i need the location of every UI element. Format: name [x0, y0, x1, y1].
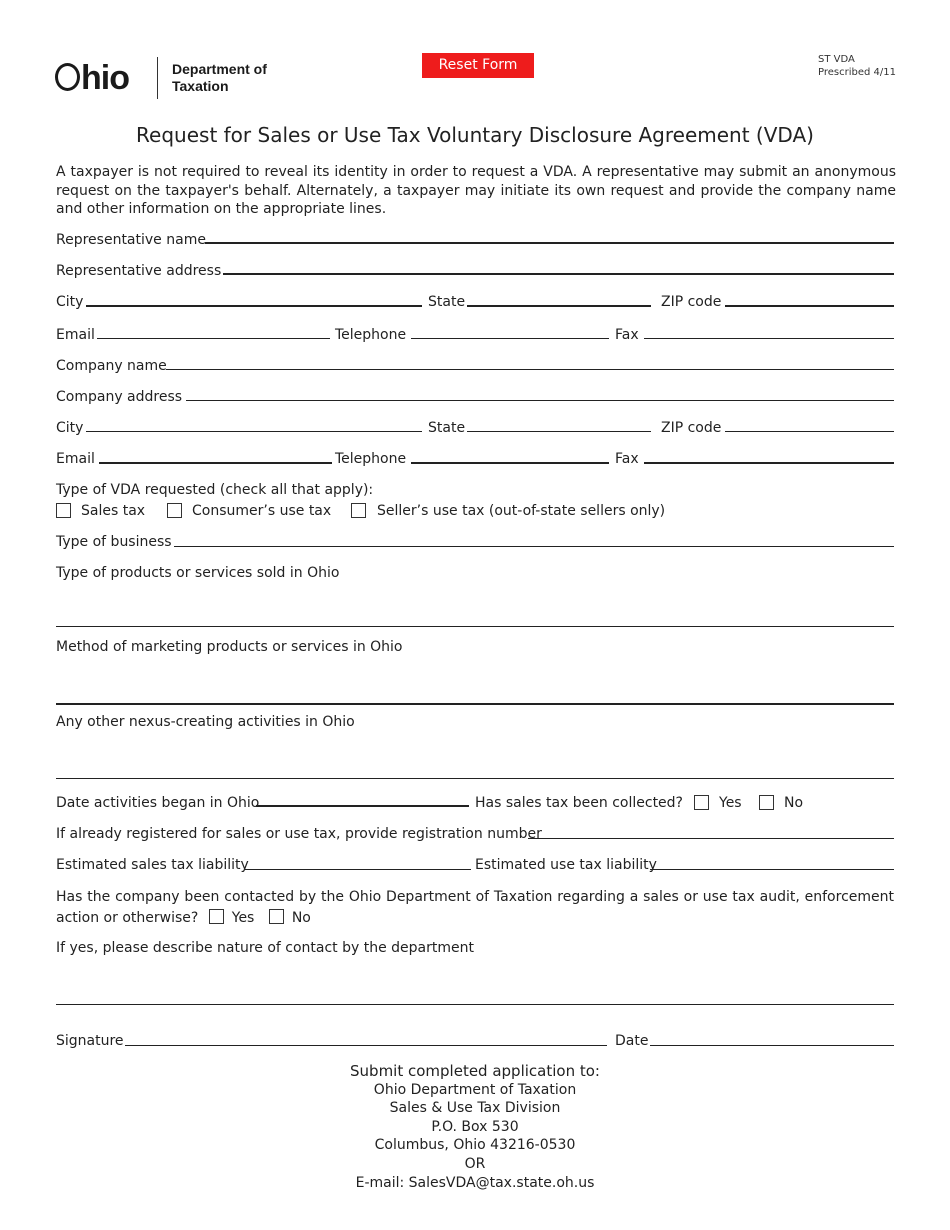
- products-field[interactable]: [56, 626, 894, 627]
- signature-field[interactable]: [125, 1045, 607, 1046]
- registration-field[interactable]: [528, 838, 894, 839]
- rep-fax-label: Fax: [615, 327, 639, 343]
- collected-yes-label: Yes: [719, 795, 742, 811]
- rep-email-label: Email: [56, 327, 95, 343]
- rep-telephone-field[interactable]: [411, 338, 609, 339]
- contacted-no-checkbox[interactable]: [269, 909, 284, 924]
- marketing-field[interactable]: [56, 703, 894, 705]
- company-fax-field[interactable]: [644, 462, 894, 464]
- contact-desc-field[interactable]: [56, 1004, 894, 1005]
- business-type-label: Type of business: [56, 534, 172, 550]
- date-began-label: Date activities began in Ohio: [56, 795, 260, 811]
- ohio-logo-text: hio: [81, 59, 129, 97]
- rep-city-label: City: [56, 294, 84, 310]
- form-number: ST VDA: [818, 54, 855, 65]
- rep-zip-field[interactable]: [725, 305, 894, 307]
- company-telephone-field[interactable]: [411, 462, 609, 464]
- nexus-label: Any other nexus-creating activities in Ohio: [56, 714, 355, 730]
- form-code: [818, 53, 896, 79]
- est-sales-field[interactable]: [244, 869, 471, 870]
- department-name: [172, 61, 267, 95]
- ohio-logo-o-mark: [55, 63, 80, 91]
- sales-tax-checkbox[interactable]: [56, 503, 71, 518]
- sales-tax-label: Sales tax: [81, 503, 146, 519]
- marketing-label: Method of marketing products or services in Ohio: [56, 639, 403, 655]
- products-label: Type of products or services sold in Ohio: [56, 565, 340, 581]
- submit-line-2: Sales & Use Tax Division: [389, 1100, 561, 1117]
- collected-no-checkbox[interactable]: [759, 795, 774, 810]
- consumers-use-tax-checkbox[interactable]: [167, 503, 182, 518]
- rep-address-label: Representative address: [56, 263, 222, 279]
- collected-label: Has sales tax been collected?: [475, 795, 683, 811]
- company-city-label: City: [56, 420, 84, 436]
- department-name-line-2: Taxation: [172, 78, 229, 94]
- company-zip-label: ZIP code: [661, 420, 722, 436]
- sellers-use-tax-label: Seller’s use tax (out-of-state sellers only): [377, 503, 666, 519]
- reset-form-button[interactable]: Reset Form: [422, 53, 534, 78]
- rep-state-label: State: [428, 294, 466, 310]
- company-state-field[interactable]: [467, 431, 651, 432]
- company-name-label: Company name: [56, 358, 167, 374]
- business-type-field[interactable]: [174, 546, 894, 547]
- sellers-use-tax-checkbox[interactable]: [351, 503, 366, 518]
- nexus-field[interactable]: [56, 778, 894, 779]
- form-prescribed-date: Prescribed 4/11: [818, 67, 896, 78]
- submit-address-block: [0, 1062, 950, 1192]
- company-email-label: Email: [56, 451, 95, 467]
- company-address-label: Company address: [56, 389, 183, 405]
- company-state-label: State: [428, 420, 466, 436]
- submit-heading: Submit completed application to:: [350, 1062, 600, 1080]
- contacted-question: [56, 887, 894, 929]
- company-fax-label: Fax: [615, 451, 639, 467]
- submit-line-or: OR: [464, 1155, 486, 1172]
- submit-line-4: Columbus, Ohio 43216-0530: [374, 1137, 576, 1154]
- company-city-field[interactable]: [86, 431, 422, 432]
- date-label: Date: [615, 1033, 649, 1049]
- company-name-field[interactable]: [166, 369, 894, 370]
- company-email-field[interactable]: [99, 462, 332, 464]
- est-sales-label: Estimated sales tax liability: [56, 857, 249, 873]
- date-field[interactable]: [650, 1045, 894, 1046]
- rep-fax-field[interactable]: [644, 338, 894, 339]
- rep-zip-label: ZIP code: [661, 294, 722, 310]
- est-use-label: Estimated use tax liability: [475, 857, 657, 873]
- contacted-yes-checkbox[interactable]: [209, 909, 224, 924]
- signature-label: Signature: [56, 1033, 124, 1049]
- contacted-yes-label: Yes: [231, 910, 255, 926]
- company-telephone-label: Telephone: [335, 451, 407, 467]
- registration-label: If already registered for sales or use tax, provide registration number: [56, 826, 542, 842]
- page-title: Request for Sales or Use Tax Voluntary Disclosure Agreement (VDA): [136, 123, 814, 147]
- rep-city-field[interactable]: [86, 305, 422, 307]
- intro-paragraph: A taxpayer is not required to reveal its identity in order to request a VDA. A representative may submit an anonymous request on the taxpayer's behalf. Alternately, a taxpayer may initiate its own request and provide the company name and other information on the appropriate lines.: [56, 164, 896, 217]
- rep-telephone-label: Telephone: [335, 327, 407, 343]
- contacted-no-label: No: [291, 910, 311, 926]
- est-use-field[interactable]: [650, 869, 894, 870]
- logo-divider: [157, 57, 158, 99]
- submit-email[interactable]: E-mail: SalesVDA@tax.state.oh.us: [355, 1174, 595, 1191]
- rep-address-field[interactable]: [223, 273, 894, 275]
- submit-line-3: P.O. Box 530: [431, 1118, 519, 1135]
- rep-name-field[interactable]: [205, 242, 894, 244]
- contacted-label: Has the company been contacted by the Ohio Department of Taxation regarding a sales or use tax audit, enforcement action or otherwise?: [56, 889, 894, 926]
- vda-type-label: Type of VDA requested (check all that apply):: [56, 482, 374, 498]
- date-began-field[interactable]: [256, 805, 469, 807]
- company-address-field[interactable]: [186, 400, 894, 401]
- consumers-use-tax-label: Consumer’s use tax: [192, 503, 332, 519]
- submit-line-1: Ohio Department of Taxation: [373, 1081, 577, 1098]
- ohio-logo: [55, 56, 129, 100]
- rep-email-field[interactable]: [97, 338, 330, 339]
- contact-desc-label: If yes, please describe nature of contact by the department: [56, 940, 474, 956]
- company-zip-field[interactable]: [725, 431, 894, 432]
- department-name-line-1: Department of: [172, 61, 267, 77]
- collected-yes-checkbox[interactable]: [694, 795, 709, 810]
- rep-state-field[interactable]: [467, 305, 651, 307]
- collected-no-label: No: [784, 795, 804, 811]
- rep-name-label: Representative name: [56, 232, 206, 248]
